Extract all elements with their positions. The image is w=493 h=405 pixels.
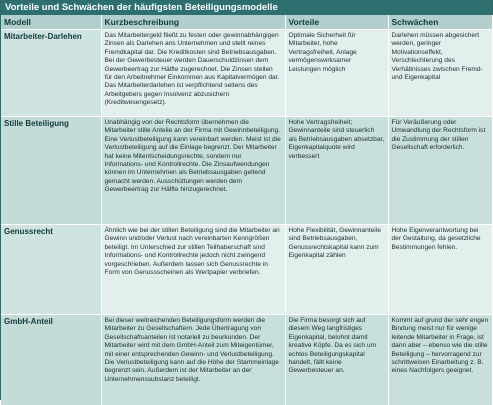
table-row bbox=[1, 315, 492, 405]
model-advantages: Hohe Vertragsfreiheit; Gewinnanteile sind steuerlich als Betriebsausgaben absetzbar, Eigenkapitalquote wird verbessert bbox=[285, 117, 388, 225]
header-advantages: Vorteile bbox=[285, 15, 388, 30]
model-description: Unabhängig von der Rechtsform übernehmen die Mitarbeiter stille Anteile an der Firma mit Gewinnbeteiligung. Eine Verlustbeteiligung kann vereinbart werden. Meist ist die Verlustbeteiligung auf die Einlage begrenzt. Der Mitarbeiter hat keine Mitentscheidungsrechte, sondern nur Informations- und Kontrollrechte. Die Zinsaufwendungen können im Unternehmen als Betriebsausgaben geltend gemacht werden. Ausschüttungen werden dem Gewerbeertrag zur Hälfte hinzugerechnet. bbox=[101, 117, 285, 225]
model-advantages: Die Firma besorgt sich auf diesem Weg langfristiges Eigenkapital, belohnt damit kreative Köpfe. Da es sich um echtes Beteiligungskapital handelt, fällt keine Gewerbesteuer an. bbox=[285, 315, 388, 405]
table-row bbox=[1, 225, 492, 315]
model-description: Ähnlich wie bei der stillen Beteiligung sind die Mitarbeiter an Gewinn und/oder Verlust nach vereinbarten Kenngrößen beteiligt. Im Unterschied zur stillen Teilhaberschaft sind Informations- und Kontrollrechte jedoch nicht zwingend vorgeschrieben. Außerdem lassen sich Genussrechte in Form von Genussscheinen als Wertpapier verbriefen. bbox=[101, 225, 285, 315]
header-model: Modell bbox=[1, 15, 101, 30]
header-description: Kurzbeschreibung bbox=[101, 15, 285, 30]
model-description: Das Mitarbeitergeld fließt zu festen oder gewinnabhängigen Zinsen als Darlehen ans Unternehmen und stellt reines Fremdkapital dar. Die Kreditkosten sind Betriebsausgaben. Bei der Gewerbesteuer werden Dauerschuldzinsen dem Gewerbeertrag zur Hälfte zugerechnet. Die Zinsen stellen für den Arbeitnehmer Einkommen aus Kapitalvermögen dar. Das Mitarbeiterdarlehen ist verpflichtend seitens des Arbeitgebers gegen Insolvenz abzusichern (Kreditwesengesetz). bbox=[101, 30, 285, 117]
model-name: Stille Beteiligung bbox=[1, 117, 101, 225]
model-weaknesses: Für Veräußerung oder Umwandlung der Rechtsform ist die Zustimmung der stillen Gesellschaft erforderlich. bbox=[388, 117, 492, 225]
model-advantages: Hohe Flexibilität, Gewinnanteile sind Betriebsausgaben, Genussrechtskapital kann zum Eigenkapital zählen bbox=[285, 225, 388, 315]
model-weaknesses: Hohe Eigenverantwortung bei der Gestaltung, da gesetzliche Bestimmungen fehlen. bbox=[388, 225, 492, 315]
model-name: Genussrecht bbox=[1, 225, 101, 315]
model-name: Mitarbeiter-Darlehen bbox=[1, 30, 101, 117]
model-name: GmbH-Anteil bbox=[1, 315, 101, 405]
table-row bbox=[1, 30, 492, 117]
model-advantages: Optimale Sicherheit für Mitarbeiter, hohe Vertragsfreiheit, Anlage vermögenswirksamer Leistungen möglich bbox=[285, 30, 388, 117]
header-weaknesses: Schwächen bbox=[388, 15, 492, 30]
table-row bbox=[1, 117, 492, 225]
header-row bbox=[1, 15, 492, 30]
comparison-table bbox=[1, 15, 493, 405]
table-title: Vorteile und Schwächen der häufigsten Beteiligungsmodelle bbox=[1, 1, 492, 15]
model-weaknesses: Darlehen müssen abgesichert werden, geringer Motivationseffekt, Verschlechterung des Verhältnisses zwischen Fremd- und Eigenkapital bbox=[388, 30, 492, 117]
model-description: Bei dieser weitreichenden Beteiligungsform werden die Mitarbeiter zu Gesellschaftern. Jede Übertragung von Gesellschaftsanteilen ist notariell zu beurkunden. Der Mitarbeiter wird mit dem GmbH-Anteil zum Miteigentümer, mit einer entsprechenden Gewinn- und Verlustbeteiligung. Die Verlustbeteiligung kann auf die Höhe der Stammeinlage begrenzt sein. Außerdem ist der Mitarbeiter an der Unternehmenssubstanz beteiligt. bbox=[101, 315, 285, 405]
model-weaknesses: Kommt auf grund der sehr engen Bindung meist nur für wenige leitende Mitarbeiter in Frage, ist dann aber – ebenso wie die stille Beteiligung – hervorragend zur schrittweisen Einarbeitung z. B. eines Nachfolgers geeignet. bbox=[388, 315, 492, 405]
